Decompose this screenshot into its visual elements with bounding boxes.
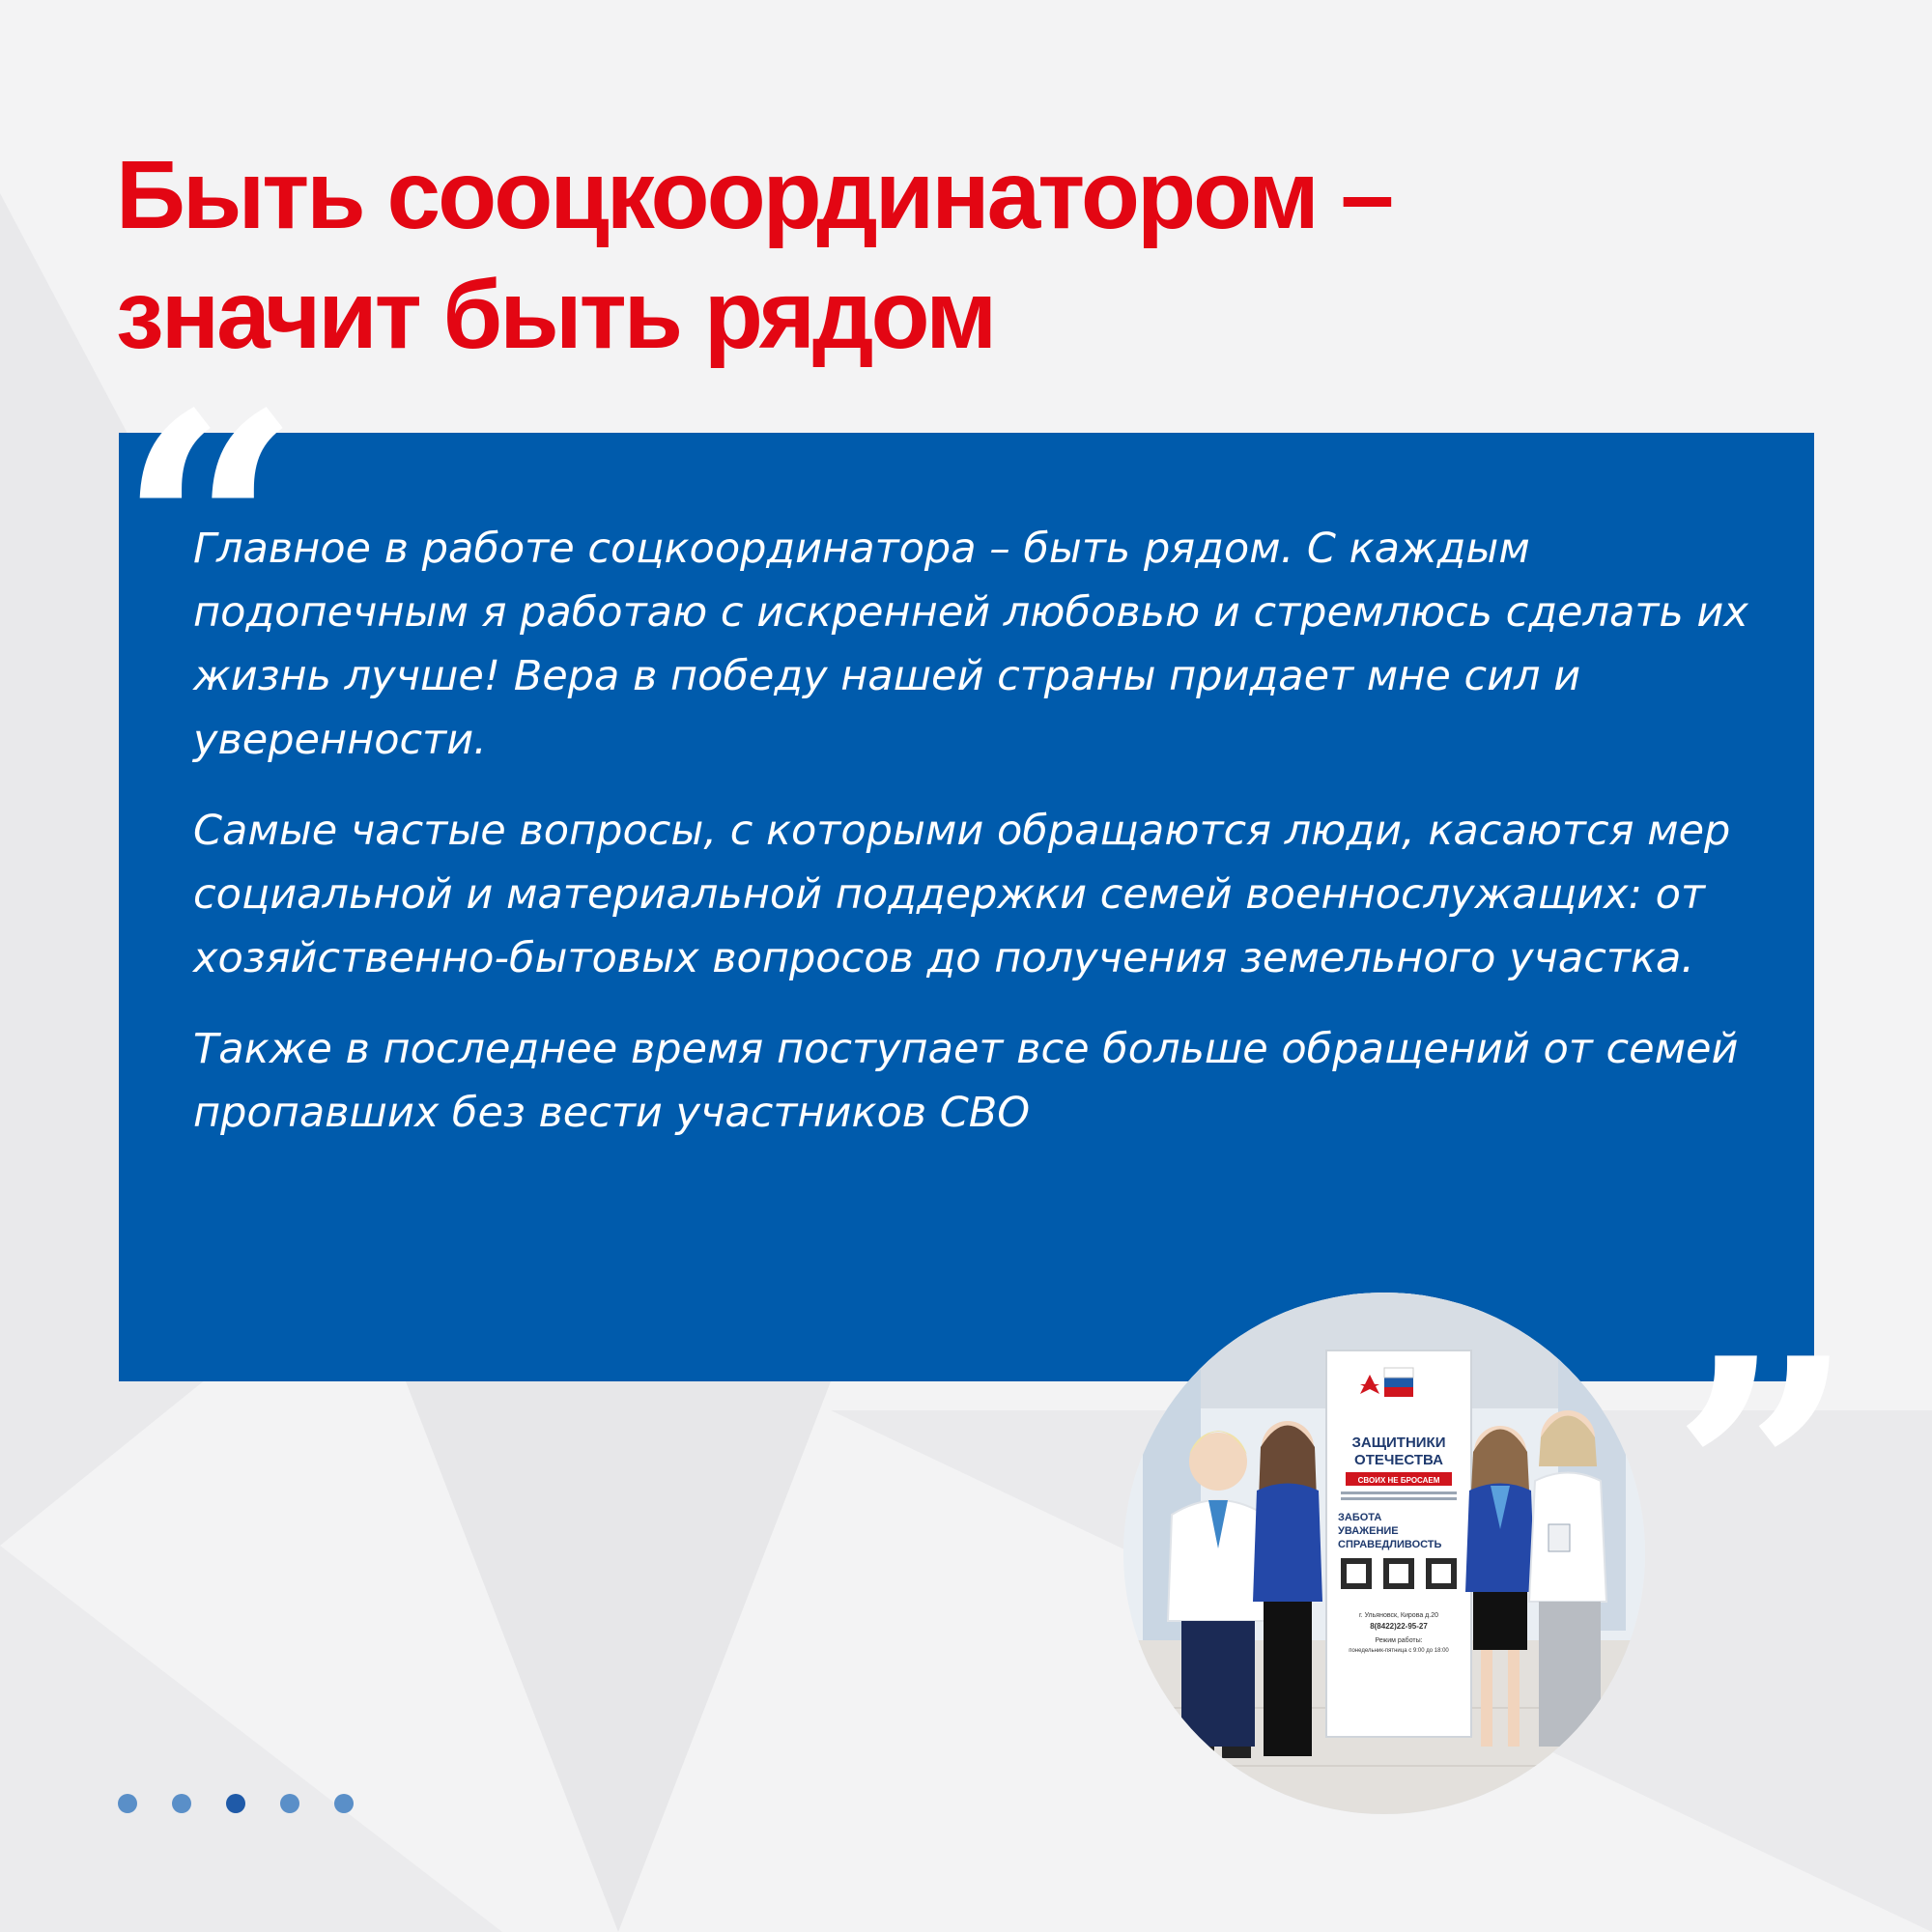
banner-values-2: УВАЖЕНИЕ (1338, 1525, 1399, 1537)
page-dot-2[interactable] (172, 1794, 191, 1813)
banner-hours-label: Режим работы: (1375, 1637, 1423, 1644)
banner-address: г. Ульяновск, Кирова д.20 (1358, 1612, 1439, 1619)
team-photo (1123, 1293, 1645, 1814)
open-quote-icon: “ (118, 344, 301, 719)
page-dot-4[interactable] (280, 1794, 299, 1813)
page-title (116, 135, 1816, 375)
banner-values-1: ЗАБОТА (1338, 1512, 1382, 1523)
banner-title-2: ОТЕЧЕСТВА (1354, 1452, 1443, 1468)
person-4 (1529, 1410, 1606, 1747)
quote-paragraph-3: Также в последнее время поступает все больше обращений от семей пропавших без вести участников СВО (193, 1025, 1739, 1137)
pagination (118, 1794, 354, 1813)
close-quote-icon: ” (1671, 1289, 1855, 1663)
banner-title-1: ЗАЩИТНИКИ (1351, 1435, 1446, 1451)
quote-paragraph-1: Главное в работе соцкоординатора – быть рядом. С каждым подопечным я работаю с искренней любовью и стремлюсь сделать их жизнь лучше! Вера в победу нашей страны придает мне сил и уверенности. (193, 525, 1748, 764)
banner-values-3: СПРАВЕДЛИВОСТЬ (1338, 1539, 1442, 1550)
title-line-1: Быть сооцкоординатором – (116, 141, 1392, 249)
banner-ribbon: СВОИХ НЕ БРОСАЕМ (1357, 1476, 1440, 1485)
banner-phone: 8(8422)22-95-27 (1370, 1622, 1428, 1631)
team-photo-illustration (1123, 1293, 1645, 1814)
banner-hours: понедельник-пятница с 9:00 до 18:00 (1349, 1648, 1449, 1654)
page-dot-1[interactable] (118, 1794, 137, 1813)
banner-stand (1326, 1350, 1471, 1737)
quote-paragraph-2: Самые частые вопросы, с которыми обращаются люди, касаются мер социальной и материальной поддержки семей военнослужащих: от хозяйственно-бытовых вопросов до получения земельного участка. (193, 807, 1731, 982)
quote-text (193, 517, 1777, 1172)
page-dot-3-active[interactable] (226, 1794, 245, 1813)
page-dot-5[interactable] (334, 1794, 354, 1813)
title-line-2: значит быть рядом (116, 261, 995, 369)
